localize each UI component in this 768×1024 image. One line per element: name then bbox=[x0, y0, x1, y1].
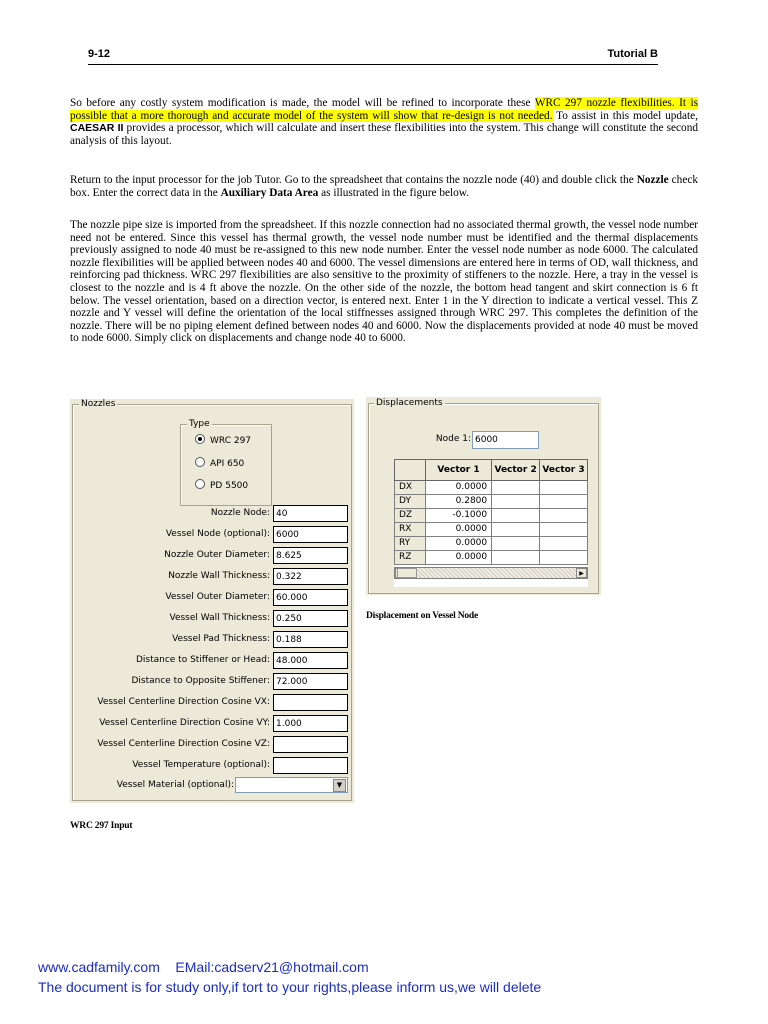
section-title: Tutorial B bbox=[607, 48, 658, 60]
highlighted-text: WRC 297 nozzle flexibilities. It is possible that a more thorough and accurate model of the system will show that re-design is not needed. bbox=[70, 97, 699, 122]
label-vessel-temp: Vessel Temperature (optional): bbox=[132, 760, 270, 770]
radio-wrc-297[interactable] bbox=[195, 434, 251, 447]
paragraph-1-end: provides a processor, which will calculate and insert these flexibilities into the system. This change will constitute the second analysis of this layout. bbox=[70, 122, 699, 147]
table-cell[interactable] bbox=[540, 523, 588, 537]
label-nozzle-node: Nozzle Node: bbox=[210, 508, 270, 518]
input-dist-stiffener[interactable]: 48.000 bbox=[273, 652, 348, 669]
type-group-title: Type bbox=[189, 419, 210, 429]
table-cell[interactable]: 0.0000 bbox=[425, 523, 491, 537]
table-cell[interactable] bbox=[540, 509, 588, 523]
header-rule bbox=[88, 64, 658, 65]
scroll-right-icon[interactable]: ▶ bbox=[576, 568, 587, 578]
row-header: RZ bbox=[395, 551, 426, 565]
table-cell[interactable] bbox=[492, 537, 540, 551]
table-cell[interactable] bbox=[540, 481, 588, 495]
table-cell[interactable] bbox=[540, 495, 588, 509]
row-header: DX bbox=[395, 481, 426, 495]
table-cell[interactable] bbox=[540, 537, 588, 551]
row-header: DY bbox=[395, 495, 426, 509]
label-vessel-wall: Vessel Wall Thickness: bbox=[169, 613, 270, 623]
paragraph-2-start: Return to the input processor for the job Tutor. Go to the spreadsheet that contains the nozzle node (40) and double click the bbox=[70, 174, 637, 186]
table-cell[interactable] bbox=[492, 551, 540, 565]
label-dist-stiffener: Distance to Stiffener or Head: bbox=[135, 655, 270, 665]
label-vessel-pad: Vessel Pad Thickness: bbox=[172, 634, 270, 644]
paragraph-2 bbox=[70, 174, 698, 199]
column-header[interactable]: Vector 2 bbox=[492, 460, 540, 481]
input-nozzle-wall[interactable]: 0.322 bbox=[273, 568, 348, 585]
table-cell[interactable]: 0.0000 bbox=[425, 537, 491, 551]
input-node-1[interactable]: 6000 bbox=[472, 431, 539, 449]
table-cell[interactable]: 0.0000 bbox=[425, 551, 491, 565]
nozzles-panel bbox=[70, 399, 354, 803]
radio-dot-icon bbox=[195, 479, 205, 489]
input-vessel-temp[interactable] bbox=[273, 757, 348, 774]
paragraph-2-end: as illustrated in the figure below. bbox=[318, 186, 470, 199]
footer-notice: The document is for study only,if tort to your rights,please inform us,we will delete bbox=[38, 979, 542, 995]
table-row bbox=[395, 509, 588, 523]
page-number: 9-12 bbox=[88, 48, 111, 60]
input-vessel-node[interactable]: 6000 bbox=[273, 526, 348, 543]
caption-displacement: Displacement on Vessel Node bbox=[366, 611, 479, 621]
input-cosine-vy[interactable]: 1.000 bbox=[273, 715, 348, 732]
paragraph-1 bbox=[70, 97, 698, 147]
scrollbar-thumb[interactable] bbox=[397, 568, 417, 578]
input-vessel-wall[interactable]: 0.250 bbox=[273, 610, 348, 627]
table-row bbox=[395, 523, 588, 537]
radio-api-650[interactable] bbox=[195, 457, 244, 470]
table-cell[interactable]: 0.0000 bbox=[425, 481, 491, 495]
input-cosine-vz[interactable] bbox=[273, 736, 348, 753]
label-vessel-od: Vessel Outer Diameter: bbox=[165, 592, 270, 602]
input-dist-opposite[interactable]: 72.000 bbox=[273, 673, 348, 690]
label-nozzle-wall: Nozzle Wall Thickness: bbox=[168, 571, 270, 581]
table-row bbox=[395, 551, 588, 565]
nozzle-keyword: Nozzle bbox=[636, 174, 669, 186]
displacement-grid[interactable] bbox=[394, 459, 588, 587]
horizontal-scrollbar[interactable] bbox=[394, 567, 588, 579]
caption-wrc-297: WRC 297 Input bbox=[70, 821, 133, 831]
paragraph-2-middle: check box. Enter the correct data in the bbox=[70, 174, 698, 199]
label-dist-opposite: Distance to Opposite Stiffener: bbox=[131, 676, 270, 686]
radio-label: PD 5500 bbox=[210, 481, 249, 491]
label-node-1: Node 1: bbox=[435, 434, 471, 444]
label-vessel-node: Vessel Node (optional): bbox=[165, 529, 270, 539]
auxiliary-keyword: Auxiliary Data Area bbox=[220, 186, 319, 199]
footer-contact: www.cadfamily.com EMail:cadserv21@hotmail.com bbox=[38, 959, 369, 975]
select-vessel-material[interactable] bbox=[235, 777, 348, 793]
displacement-table bbox=[394, 459, 588, 565]
paragraph-1-start: So before any costly system modification is made, the model will be refined to incorporate these bbox=[70, 97, 535, 109]
paragraph-1-middle: To assist in this model update, bbox=[552, 109, 699, 122]
table-row bbox=[395, 481, 588, 495]
input-vessel-od[interactable]: 60.000 bbox=[273, 589, 348, 606]
row-header: RX bbox=[395, 523, 426, 537]
column-header[interactable]: Vector 1 bbox=[425, 460, 491, 481]
label-vessel-material: Vessel Material (optional): bbox=[116, 780, 234, 790]
table-cell[interactable]: -0.1000 bbox=[425, 509, 491, 523]
radio-pd-5500[interactable] bbox=[195, 479, 248, 492]
radio-label: API 650 bbox=[210, 459, 245, 469]
label-cosine-vy: Vessel Centerline Direction Cosine VY: bbox=[99, 718, 270, 728]
dropdown-arrow-icon[interactable]: ▼ bbox=[333, 779, 346, 792]
table-cell[interactable] bbox=[492, 481, 540, 495]
radio-dot-icon bbox=[195, 457, 205, 467]
table-row bbox=[395, 495, 588, 509]
grid-corner bbox=[395, 460, 426, 481]
input-cosine-vx[interactable] bbox=[273, 694, 348, 711]
paragraph-3: The nozzle pipe size is imported from the spreadsheet. If this nozzle connection had no associated thermal growth, the vessel node number need not be entered. Since this vessel has thermal growth, the vessel node number must be identified and the thermal displacements previously assigned to node 40 must be re-assigned to this new node number. Enter the vessel node number as node 6000. The calculated nozzle flexibilities will be applied between nodes 40 and 6000. The vessel dimensions are entered here in terms of OD, wall thickness, and reinforcing pad thickness. WRC 297 flexibilities are also sensitive to the proximity of stiffeners to the nozzle. Here, a tray in the vessel is closest to the nozzle and is 4 ft above the nozzle. On the other side of the nozzle, the bottom head tangent and skirt connection is 6 ft below. The vessel orientation, based on a direction vector, is entered next. Enter 1 in the Y direction to indicate a vertical vessel. This Z nozzle and Y vessel will define the orientation of the local stiffnesses assigned through WRC 297. This completes the definition of the nozzle. There will be no piping element defined between nodes 40 and 6000. Now the displacements provided at node 40 must be moved to node 6000. Simply click on displacements and change node 40 to 6000. bbox=[70, 219, 698, 345]
table-cell[interactable] bbox=[540, 551, 588, 565]
input-nozzle-od[interactable]: 8.625 bbox=[273, 547, 348, 564]
table-cell[interactable] bbox=[492, 509, 540, 523]
label-nozzle-od: Nozzle Outer Diameter: bbox=[164, 550, 270, 560]
nozzles-group-title: Nozzles bbox=[81, 399, 116, 409]
table-cell[interactable] bbox=[492, 495, 540, 509]
column-header[interactable]: Vector 3 bbox=[540, 460, 588, 481]
label-cosine-vx: Vessel Centerline Direction Cosine VX: bbox=[97, 697, 270, 707]
label-cosine-vz: Vessel Centerline Direction Cosine VZ: bbox=[97, 739, 270, 749]
displacements-panel bbox=[366, 397, 601, 595]
displacements-group-title: Displacements bbox=[376, 398, 443, 408]
input-nozzle-node[interactable]: 40 bbox=[273, 505, 348, 522]
table-cell[interactable] bbox=[492, 523, 540, 537]
product-name: CAESAR II bbox=[70, 122, 124, 135]
radio-dot-icon bbox=[195, 434, 205, 444]
input-vessel-pad[interactable]: 0.188 bbox=[273, 631, 348, 648]
row-header: RY bbox=[395, 537, 426, 551]
radio-label: WRC 297 bbox=[210, 436, 252, 446]
row-header: DZ bbox=[395, 509, 426, 523]
table-cell[interactable]: 0.2800 bbox=[425, 495, 491, 509]
table-row bbox=[395, 537, 588, 551]
